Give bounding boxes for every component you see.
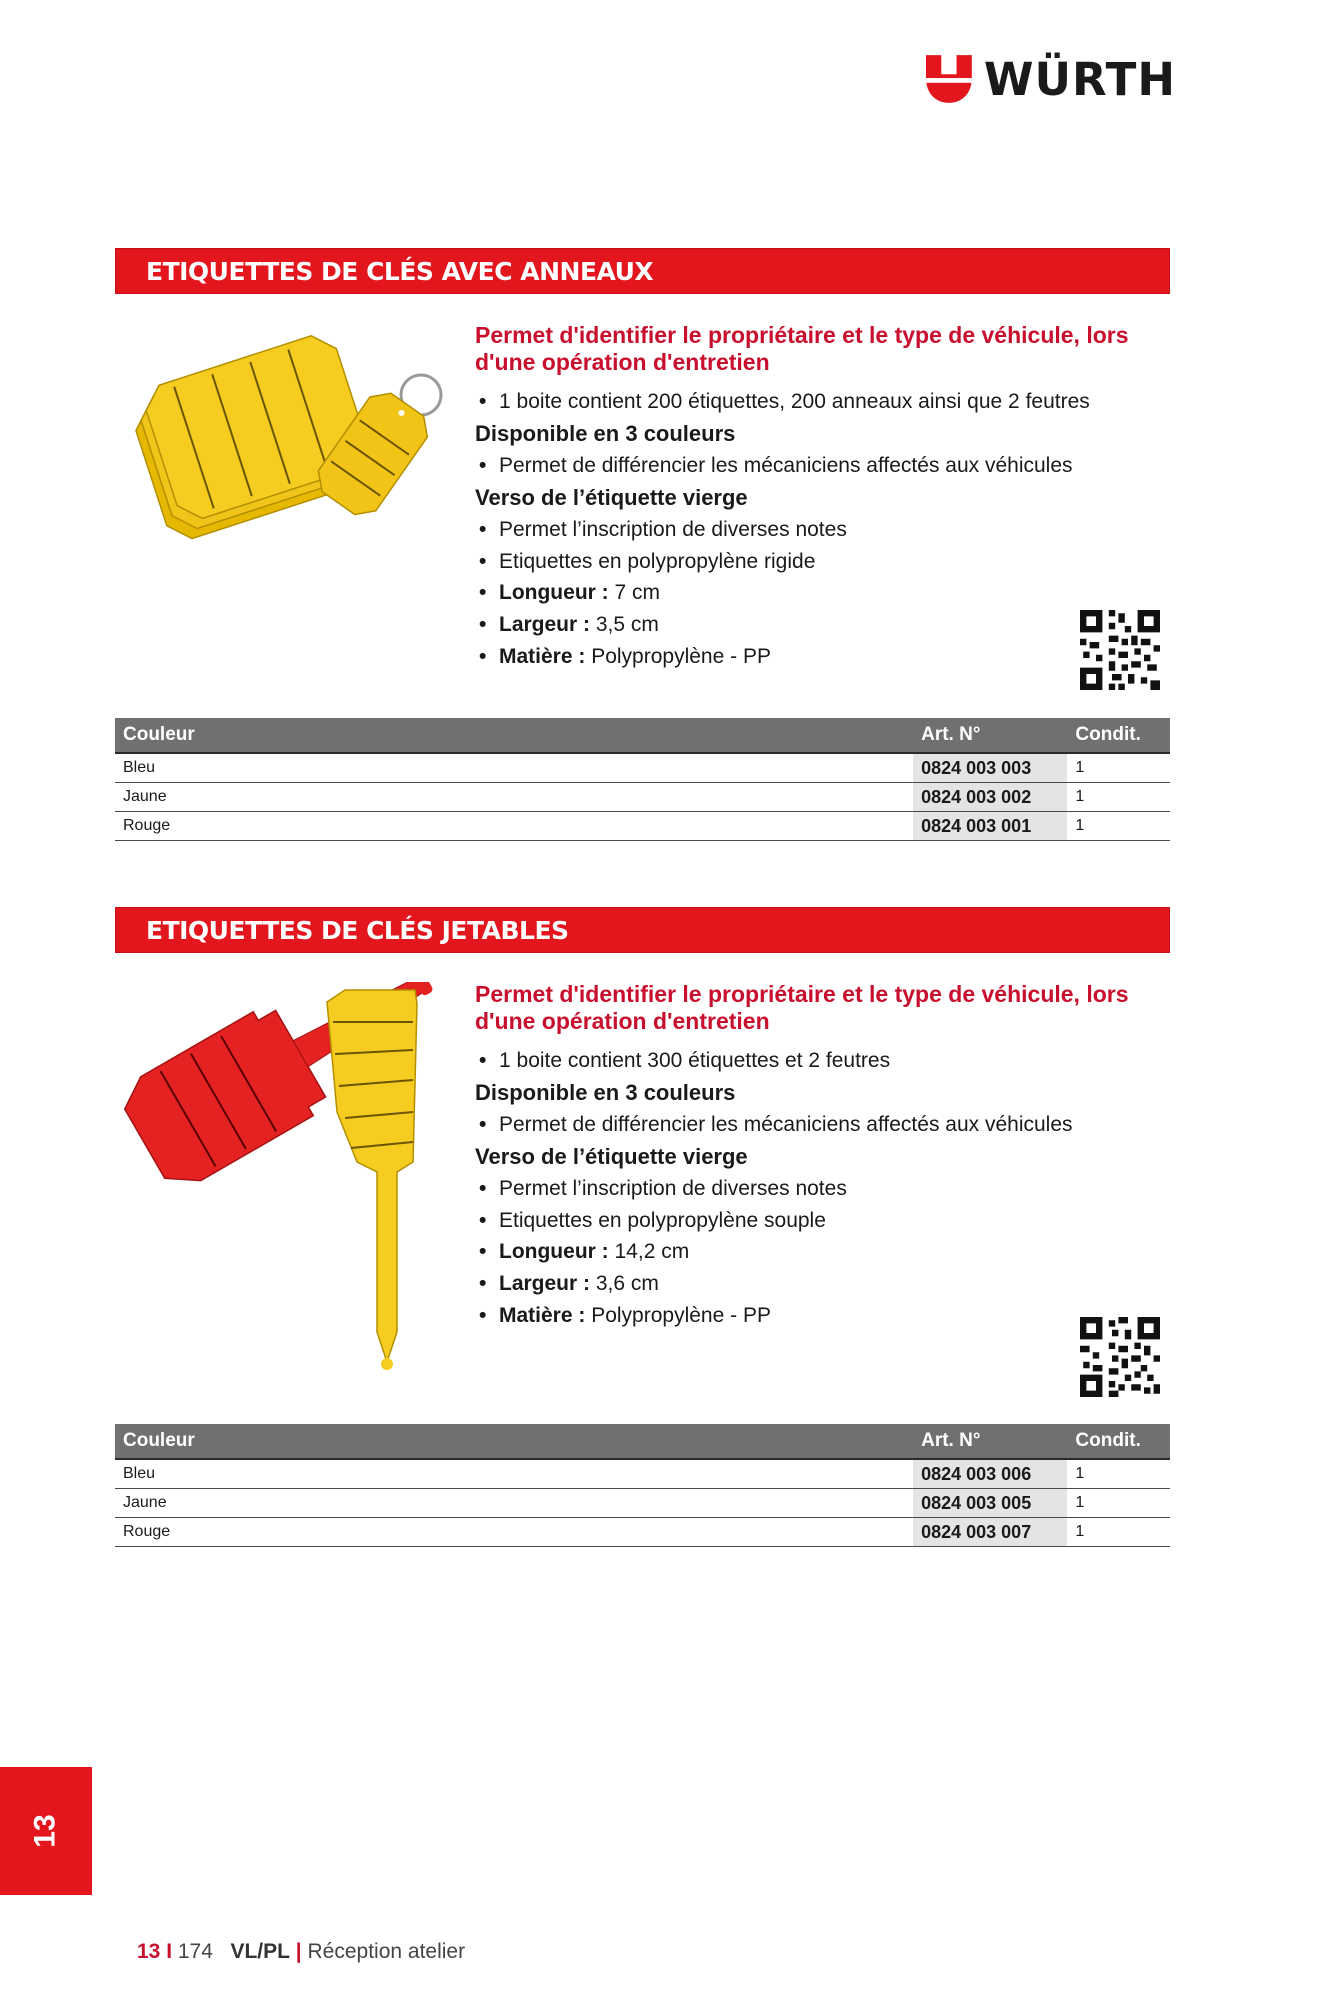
- cell-condit: 1: [1067, 783, 1170, 812]
- product-description: [475, 322, 1175, 673]
- wurth-logo-text: WÜRTH: [983, 52, 1176, 106]
- bullet-material-type: • Etiquettes en polypropylène souple: [475, 1205, 1175, 1236]
- footer-separator: I: [160, 1940, 178, 1963]
- cell-color: Bleu: [115, 1459, 913, 1489]
- column-header-art-no: Art. N°: [913, 718, 1067, 753]
- spec-material-value: Polypropylène - PP: [591, 1304, 771, 1327]
- spec-width-value: 3,6 cm: [595, 1272, 659, 1295]
- article-table: [115, 1424, 1170, 1547]
- table-header-row: [115, 718, 1170, 753]
- spec-width-value: 3,5 cm: [595, 613, 659, 636]
- spec-length-label: Longueur :: [499, 1240, 609, 1263]
- page-total: 174: [177, 1940, 213, 1963]
- table-row: [115, 812, 1170, 841]
- column-header-art-no: Art. N°: [913, 1424, 1067, 1459]
- column-header-color: Couleur: [115, 718, 913, 753]
- cell-color: Bleu: [115, 753, 913, 783]
- cell-art-no: 0824 003 003: [913, 753, 1067, 783]
- spec-material-label: Matière :: [499, 645, 586, 668]
- cell-color: Rouge: [115, 1518, 913, 1547]
- spec-length-label: Longueur :: [499, 581, 609, 604]
- footer-section: Réception atelier: [307, 1940, 466, 1963]
- cell-art-no: 0824 003 002: [913, 783, 1067, 812]
- cell-condit: 1: [1067, 1518, 1170, 1547]
- footer-category: VL/PL: [230, 1940, 290, 1963]
- section-disposable-key-tags: [115, 907, 1170, 1547]
- table-row: [115, 1459, 1170, 1489]
- section-title: ETIQUETTES DE CLÉS AVEC ANNEAUX: [115, 248, 1170, 294]
- spec-material-value: Polypropylène - PP: [591, 645, 771, 668]
- table-header-row: [115, 1424, 1170, 1459]
- qr-code-icon[interactable]: [1080, 610, 1160, 690]
- spec-width-label: Largeur :: [499, 1272, 591, 1295]
- red-yellow-disposable-tags-image: [115, 982, 455, 1382]
- cell-condit: 1: [1067, 812, 1170, 841]
- spec-material: [475, 1300, 1175, 1332]
- spec-width-label: Largeur :: [499, 613, 591, 636]
- bullet-notes: • Permet l’inscription de diverses notes: [475, 1173, 1175, 1205]
- cell-art-no: 0824 003 005: [913, 1489, 1067, 1518]
- chapter-tab[interactable]: [0, 1767, 92, 1895]
- article-table: [115, 718, 1170, 841]
- bullet-box-contents: • 1 boite contient 300 étiquettes et 2 feutres: [475, 1045, 1175, 1077]
- qr-code-icon[interactable]: [1080, 1317, 1160, 1397]
- bullet-differentiate: • Permet de différencier les mécaniciens affectés aux véhicules: [475, 450, 1175, 482]
- bullet-notes: • Permet l’inscription de diverses notes: [475, 514, 1175, 546]
- subheading-colors: Disponible en 3 couleurs: [475, 1080, 736, 1105]
- cell-art-no: 0824 003 001: [913, 812, 1067, 841]
- spec-length-value: 14,2 cm: [614, 1240, 690, 1263]
- subheading-blank-back: Verso de l’étiquette vierge: [475, 1144, 748, 1169]
- spec-material: [475, 641, 1175, 673]
- cell-art-no: 0824 003 006: [913, 1459, 1067, 1489]
- section-key-tags-with-rings: [115, 248, 1170, 848]
- spec-length: [475, 1236, 1175, 1268]
- cell-color: Jaune: [115, 1489, 913, 1518]
- subheading-colors: Disponible en 3 couleurs: [475, 421, 736, 446]
- bullet-differentiate: • Permet de différencier les mécaniciens affectés aux véhicules: [475, 1109, 1175, 1141]
- table-row: [115, 1518, 1170, 1547]
- cell-color: Jaune: [115, 783, 913, 812]
- spec-width: [475, 609, 1175, 641]
- table-row: [115, 1489, 1170, 1518]
- spec-length-value: 7 cm: [614, 581, 661, 604]
- spec-width: [475, 1268, 1175, 1300]
- product-description: [475, 981, 1175, 1332]
- column-header-condit: Condit.: [1067, 1424, 1170, 1459]
- page-number: 13: [137, 1940, 161, 1963]
- subheading-blank-back: Verso de l’étiquette vierge: [475, 485, 748, 510]
- yellow-key-tags-with-ring-image: [115, 328, 455, 548]
- cell-condit: 1: [1067, 1459, 1170, 1489]
- bullet-material-type: • Etiquettes en polypropylène rigide: [475, 546, 1175, 577]
- footer-separator: |: [295, 1940, 308, 1963]
- bullet-box-contents: • 1 boite contient 200 étiquettes, 200 anneaux ainsi que 2 feutres: [475, 386, 1175, 418]
- spec-material-label: Matière :: [499, 1304, 586, 1327]
- wurth-logo-mark-icon: [926, 54, 972, 104]
- description-heading: Permet d'identifier le propriétaire et le type de véhicule, lors d'une opération d'entretien: [475, 981, 1129, 1034]
- cell-art-no: 0824 003 007: [913, 1518, 1067, 1547]
- page-footer: [137, 1940, 465, 1964]
- table-row: [115, 783, 1170, 812]
- table-row: [115, 753, 1170, 783]
- chapter-number: 13: [29, 1814, 62, 1848]
- cell-condit: 1: [1067, 753, 1170, 783]
- column-header-condit: Condit.: [1067, 718, 1170, 753]
- description-heading: Permet d'identifier le propriétaire et le type de véhicule, lors d'une opération d'entretien: [475, 322, 1129, 375]
- wurth-logo: [926, 52, 1176, 106]
- column-header-color: Couleur: [115, 1424, 913, 1459]
- cell-condit: 1: [1067, 1489, 1170, 1518]
- section-title: ETIQUETTES DE CLÉS JETABLES: [115, 907, 1170, 953]
- cell-color: Rouge: [115, 812, 913, 841]
- spec-length: [475, 577, 1175, 609]
